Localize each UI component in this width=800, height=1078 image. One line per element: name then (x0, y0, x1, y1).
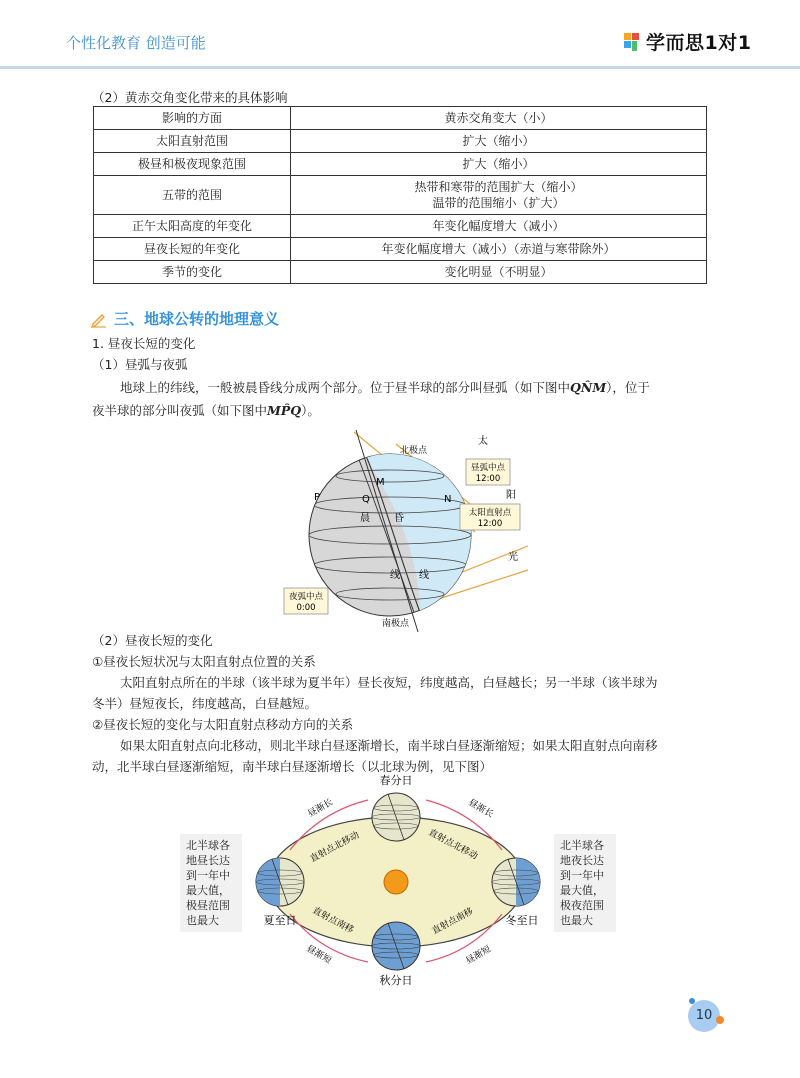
effect-line: 年变化幅度增大（减小）（赤道与寒带除外） (381, 242, 616, 256)
orbit-figure (250, 770, 550, 990)
table-row (94, 130, 707, 153)
logo-text: 学而思1对1 (646, 32, 752, 54)
table-cell-aspect: 太阳直射范围 (94, 130, 291, 153)
effects-table (93, 106, 707, 284)
autumn-equinox-label: 秋分日 (379, 974, 413, 987)
globe-winter (492, 858, 540, 906)
sun-label-1: 太 (478, 436, 488, 447)
subheading-1-1: （1）昼弧与夜弧 (92, 357, 188, 372)
dusk-label-2: 线 (419, 570, 429, 581)
winter-info-box: 北半球各 地夜长达 到一年中 最大值， 极夜范围 也最大 (554, 834, 616, 932)
table-row (94, 153, 707, 176)
dusk-label-1: 昏 (394, 513, 404, 524)
paragraph-2-line2: 冬半）昼短夜长，纬度越高，白昼越短。 (92, 696, 318, 711)
sun-icon (384, 870, 408, 894)
paragraph-3-line2: 动，北半球白昼逐渐缩短，南半球白昼逐渐增长（以北球为例，见下图） (92, 759, 493, 774)
table-cell-aspect: 极昼和极夜现象范围 (94, 153, 291, 176)
day-shorter-right-label: 昼渐短 (464, 944, 493, 967)
section-title: 三、地球公转的地理意义 (114, 310, 280, 328)
dawn-label-2: 线 (390, 570, 400, 581)
table-cell-effect (291, 238, 707, 261)
globe-figure (270, 428, 540, 634)
effect-line: 温带的范围缩小（扩大） (432, 196, 565, 210)
table-cell-effect (291, 261, 707, 284)
table-row (94, 215, 707, 238)
arc-qnm: QN̂M (570, 380, 607, 395)
header-slogan: 个性化教育 创造可能 (66, 34, 206, 52)
move-north-left-label: 直射点北移动 (308, 830, 362, 865)
subheading-1-2: （2）昼夜长短的变化 (92, 633, 213, 648)
subheading-1: 1. 昼夜长短的变化 (92, 336, 196, 351)
summer-info-box: 北半球各 地昼长达 到一年中 最大值， 极昼范围 也最大 (180, 834, 242, 932)
point-p-label: P (314, 492, 321, 503)
svg-text:12:00: 12:00 (477, 519, 503, 529)
page-number: 10 (688, 1000, 720, 1032)
header-divider (0, 66, 800, 69)
effect-line: 扩大（缩小） (462, 157, 535, 171)
day-shorter-left-label: 昼渐短 (304, 943, 333, 967)
south-pole-label: 南极点 (382, 619, 410, 629)
winter-solstice-label: 冬至日 (505, 914, 539, 927)
move-south-left-label: 直射点南移 (310, 905, 356, 936)
table-header-cell: 影响的方面 (94, 107, 291, 130)
brand-logo (624, 28, 751, 55)
effect-line: 热带和寒带的范围扩大（缩小） (414, 180, 583, 194)
effect-line: 年变化幅度增大（减小） (432, 219, 565, 233)
spring-equinox-label: 春分日 (379, 774, 413, 787)
point-n-label: N (444, 494, 452, 505)
table-cell-aspect: 季节的变化 (94, 261, 291, 284)
point-m-label: M (376, 477, 385, 488)
sun-label-3: 光 (508, 552, 518, 563)
move-north-right-label: 直射点北移动 (426, 827, 479, 863)
effect-line: 扩大（缩小） (462, 134, 535, 148)
svg-text:夜弧中点: 夜弧中点 (288, 592, 324, 602)
arc-mpq: MP̂Q (267, 403, 302, 418)
table-cell-effect (291, 176, 707, 215)
table-cell-aspect: 正午太阳高度的年变化 (94, 215, 291, 238)
effect-line: 变化明显（不明显） (444, 265, 553, 279)
subheading-b: ②昼夜长短的变化与太阳直射点移动方向的关系 (92, 717, 354, 732)
table-cell-effect (291, 153, 707, 176)
svg-text:昼弧中点: 昼弧中点 (470, 463, 506, 473)
globe-autumn (372, 922, 420, 970)
paragraph-arcs-line1: 地球上的纬线，一般被晨昏线分成两个部分。位于昼半球的部分叫昼弧（如下图中QN̂M），位于 (120, 380, 650, 395)
table-cell-aspect: 五带的范围 (94, 176, 291, 215)
move-south-right-label: 直射点南移 (430, 906, 476, 937)
table-row (94, 238, 707, 261)
subheading-a: ①昼夜长短状况与太阳直射点位置的关系 (92, 654, 316, 669)
subsolar-point-callout (460, 504, 520, 530)
table-cell-effect (291, 215, 707, 238)
svg-text:12:00: 12:00 (475, 474, 501, 484)
day-arc-midpoint-callout (466, 459, 510, 485)
paragraph-3-line1: 如果太阳直射点向北移动，则北半球白昼逐渐增长，南半球白昼逐渐缩短；如果太阳直射点向南移 (120, 738, 658, 753)
svg-text:太阳直射点: 太阳直射点 (468, 508, 512, 518)
dawn-label-1: 晨 (360, 513, 370, 524)
globe-summer (256, 858, 304, 906)
table-row (94, 176, 707, 215)
globe-spring (372, 793, 420, 841)
day-longer-left-label: 昼渐长 (306, 797, 335, 820)
table-header-row (94, 107, 707, 130)
pencil-icon (90, 310, 108, 328)
paragraph-arcs-line2: 夜半球的部分叫夜弧（如下图中MP̂Q）。 (92, 403, 320, 418)
svg-text:0:00: 0:00 (296, 603, 316, 613)
north-pole-label: 北极点 (400, 446, 428, 456)
sun-label-2: 阳 (506, 490, 516, 501)
section-heading (90, 308, 279, 329)
table-caption: （2）黄赤交角变化带来的具体影响 (92, 90, 288, 105)
logo-mark-icon (624, 33, 642, 51)
page-header (0, 0, 800, 68)
summer-solstice-label: 夏至日 (263, 914, 297, 927)
table-cell-aspect: 昼夜长短的年变化 (94, 238, 291, 261)
page-dots-icon (686, 996, 726, 1036)
night-arc-midpoint-callout (284, 588, 328, 614)
table-header-cell: 黄赤交角变大（小） (291, 107, 707, 130)
paragraph-2-line1: 太阳直射点所在的半球（该半球为夏半年）昼长夜短，纬度越高，白昼越长；另一半球（该半球为 (120, 675, 658, 690)
table-cell-effect (291, 130, 707, 153)
day-longer-right-label: 昼渐长 (466, 797, 495, 821)
point-q-label: Q (362, 494, 370, 505)
table-row (94, 261, 707, 284)
